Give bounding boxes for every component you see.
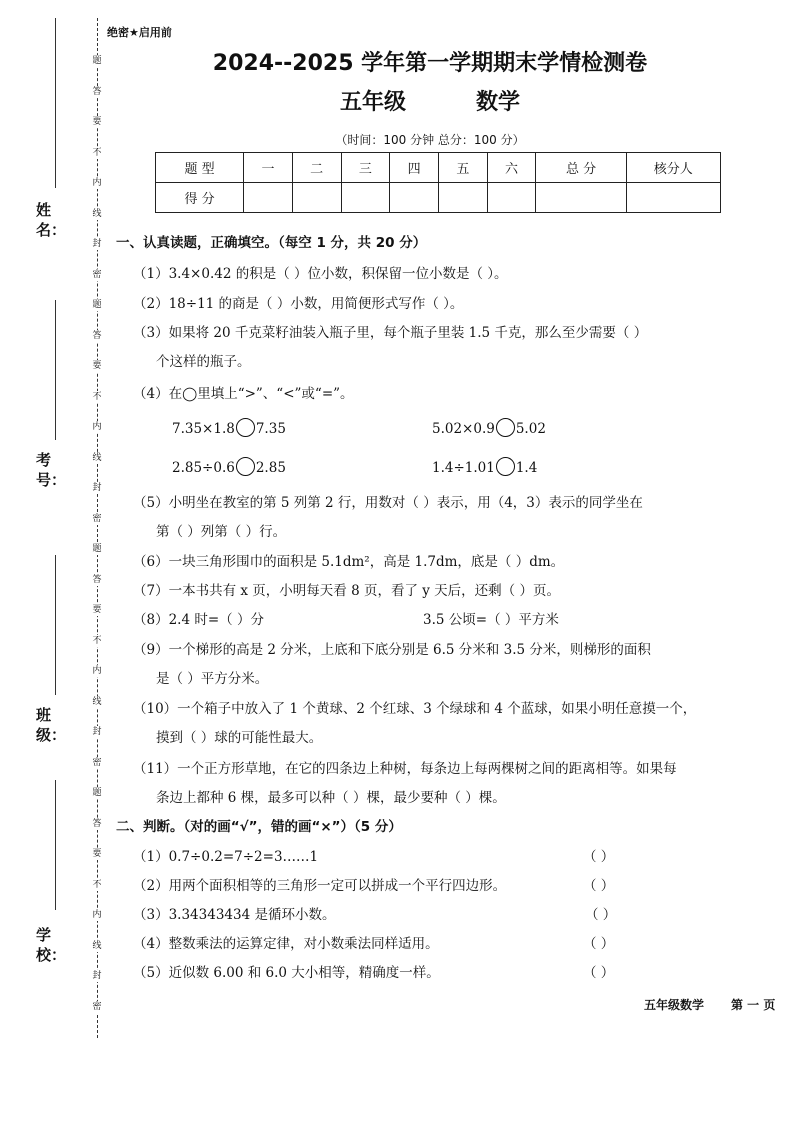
name-fill-line (55, 18, 56, 188)
score-entry-cell[interactable] (487, 183, 536, 213)
seal-char: 答 (92, 818, 102, 829)
seal-char: 封 (92, 483, 102, 493)
seal-char: 要 (92, 605, 102, 615)
judge-answer-bracket[interactable]: （ ） (583, 878, 615, 894)
judge-answer-bracket[interactable]: （ ） (583, 849, 615, 865)
section-2-heading: 二、判断。（对的画“√”，错的画“×”）（5 分） (116, 819, 402, 835)
compare-expr-2 (432, 418, 546, 437)
judge-answer-bracket[interactable]: （ ） (583, 965, 615, 981)
seal-char: 封 (92, 239, 102, 249)
seal-char: 密 (92, 1001, 102, 1012)
score-table-cell: 四 (390, 153, 439, 183)
score-table-cell: 总 分 (536, 153, 626, 183)
expr-left: 7.35×1.8 (172, 421, 235, 437)
class-label: 班级： (36, 706, 67, 744)
footer-page-number: 第 一 页 (731, 998, 776, 1012)
expr-left: 2.85÷0.6 (172, 460, 235, 476)
subject-label: 数学 (476, 90, 521, 115)
seal-char: 内 (92, 666, 102, 676)
grade-subject-line (150, 85, 710, 116)
score-table-cell: 六 (487, 153, 536, 183)
question-1-10-cont: 摸到（ ）球的可能性最大。 (156, 730, 323, 746)
score-table-cell: 核分人 (626, 153, 720, 183)
score-entry-cell[interactable] (292, 183, 341, 213)
question-1-7: （7）一本书共有 x 页，小明每天看 8 页，看了 y 天后，还剩（ ）页。 (133, 583, 560, 599)
score-entry-cell[interactable] (438, 183, 487, 213)
question-1-8a: （8）2.4 时=（ ）分 (133, 612, 264, 628)
compare-expr-3 (172, 457, 286, 476)
school-fill-line (55, 780, 56, 910)
compare-circle[interactable] (236, 457, 255, 476)
question-1-5: （5）小明坐在教室的第 5 列第 2 行，用数对（ ）表示，用（4，3）表示的同学坐在 (133, 495, 643, 511)
score-table-cell: 一 (244, 153, 293, 183)
exam-title: 2024--2025 学年第一学期期末学情检测卷 (212, 51, 648, 76)
score-entry-cell[interactable] (341, 183, 390, 213)
score-table-cell: 二 (292, 153, 341, 183)
seal-char: 题 (92, 544, 102, 554)
score-table-header-row (156, 153, 721, 183)
expr-right: 1.4 (515, 460, 538, 476)
compare-circle[interactable] (236, 418, 255, 437)
confidential-mark: 绝密★启用前 (107, 26, 172, 39)
seal-char: 线 (92, 452, 102, 463)
exam-number-fill-line (55, 300, 56, 440)
seal-char: 答 (92, 574, 102, 585)
score-entry-cell[interactable] (244, 183, 293, 213)
seal-char: 题 (92, 788, 102, 798)
compare-expr-4 (432, 457, 537, 476)
question-1-9: （9）一个梯形的高是 2 分米，上底和下底分别是 6.5 分米和 3.5 分米，则梯形的面积 (133, 642, 651, 658)
question-1-5-cont: 第（ ）列第（ ）行。 (156, 524, 287, 540)
seal-char: 要 (92, 361, 102, 371)
judge-answer-bracket[interactable]: （ ） (585, 907, 617, 923)
seal-char: 密 (92, 757, 102, 768)
judge-item-1: （1）0.7÷0.2=7÷2=3……1 (133, 849, 319, 865)
school-label: 学校： (36, 926, 67, 964)
score-table (155, 152, 721, 213)
score-table-cell: 题 型 (156, 153, 244, 183)
expr-right: 7.35 (255, 421, 286, 437)
score-entry-cell[interactable] (626, 183, 720, 213)
question-1-3: （3）如果将 20 千克菜籽油装入瓶子里，每个瓶子里装 1.5 千克，那么至少需要（ ） (133, 325, 648, 341)
judge-item-3: （3）3.34343434 是循环小数。 (133, 907, 336, 923)
seal-char: 答 (92, 330, 102, 341)
score-table-cell: 三 (341, 153, 390, 183)
score-entry-cell[interactable] (390, 183, 439, 213)
judge-item-5: （5）近似数 6.00 和 6.0 大小相等，精确度一样。 (133, 965, 440, 981)
footer-subject: 五年级数学 (644, 998, 705, 1012)
seal-char: 要 (92, 849, 102, 859)
expr-left: 1.4÷1.01 (432, 460, 495, 476)
judge-item-2: （2）用两个面积相等的三角形一定可以拼成一个平行四边形。 (133, 878, 507, 894)
question-1-8b: 3.5 公顷=（ ）平方米 (423, 612, 559, 628)
exam-number-label: 考号： (36, 451, 67, 489)
seal-char: 答 (92, 86, 102, 97)
question-1-9-cont: 是（ ）平方分米。 (156, 671, 269, 687)
seal-char: 线 (92, 696, 102, 707)
grade-label: 五年级 (339, 90, 406, 115)
question-1-6: （6）一块三角形围巾的面积是 5.1dm²，高是 1.7dm，底是（ ）dm。 (133, 554, 565, 570)
seal-char: 线 (92, 208, 102, 219)
score-entry-cell[interactable] (536, 183, 626, 213)
compare-circle[interactable] (496, 418, 515, 437)
question-1-3-cont: 个这样的瓶子。 (156, 354, 251, 370)
question-1-2: （2）18÷11 的商是（ ）小数，用简便形式写作（ ）。 (133, 296, 464, 312)
score-table-score-row (156, 183, 721, 213)
seal-char: 内 (92, 422, 102, 432)
expr-right: 5.02 (515, 421, 546, 437)
seal-char: 密 (92, 513, 102, 524)
seal-char: 要 (92, 117, 102, 127)
section-1-heading: 一、认真读题，正确填空。（每空 1 分，共 20 分） (116, 235, 427, 251)
compare-expr-1 (172, 418, 286, 437)
expr-left: 5.02×0.9 (432, 421, 495, 437)
seal-char: 内 (92, 910, 102, 920)
seal-char: 不 (92, 147, 102, 158)
compare-circle[interactable] (496, 457, 515, 476)
score-table-cell: 五 (438, 153, 487, 183)
judge-item-4: （4）整数乘法的运算定律，对小数乘法同样适用。 (133, 936, 439, 952)
name-label: 姓名： (36, 201, 67, 239)
question-1-1: （1）3.4×0.42 的积是（ ）位小数，积保留一位小数是（ ）。 (133, 266, 508, 282)
score-table-cell: 得 分 (156, 183, 244, 213)
seal-char: 封 (92, 971, 102, 981)
judge-answer-bracket[interactable]: （ ） (583, 936, 615, 952)
question-1-4: （4）在◯里填上“>”、“<”或“=”。 (133, 386, 354, 402)
seal-char: 内 (92, 178, 102, 188)
seal-char: 不 (92, 635, 102, 646)
question-1-11-cont: 条边上都种 6 棵，最多可以种（ ）棵，最少要种（ ）棵。 (156, 790, 506, 806)
class-fill-line (55, 555, 56, 695)
question-1-11: （11）一个正方形草地，在它的四条边上种树，每条边上每两棵树之间的距离相等。如果每 (133, 761, 677, 777)
question-1-10: （10）一个箱子中放入了 1 个黄球、2 个红球、3 个绿球和 4 个蓝球，如果小明任意摸一个， (133, 701, 697, 717)
seal-char: 题 (92, 56, 102, 66)
expr-right: 2.85 (255, 460, 286, 476)
seal-char: 题 (92, 300, 102, 310)
time-score-note: （时间：100 分钟 总分：100 分） (335, 133, 525, 147)
seal-char: 密 (92, 269, 102, 280)
seal-char: 封 (92, 727, 102, 737)
seal-char: 线 (92, 940, 102, 951)
seal-char: 不 (92, 391, 102, 402)
seal-char: 不 (92, 879, 102, 890)
